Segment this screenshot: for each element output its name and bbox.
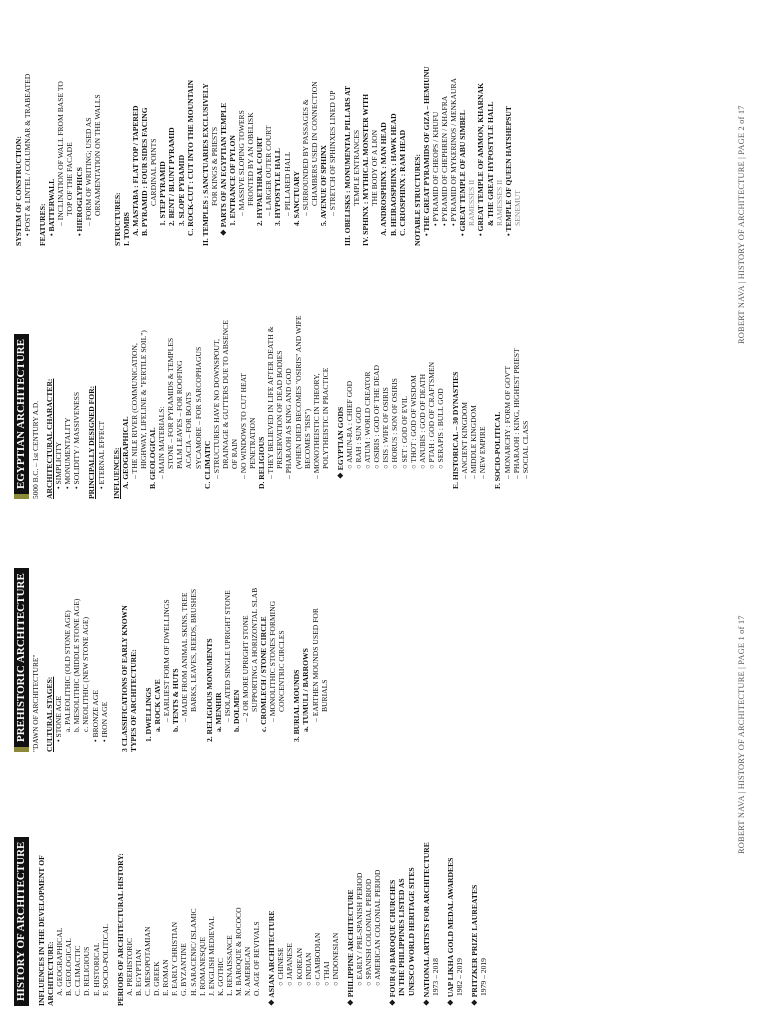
text-line: SYSTEM OF CONSTRUCTION: <box>14 136 23 246</box>
text-line: – MIDDLE KINGDOM <box>469 405 479 479</box>
text-line: b. DOLMEN <box>231 689 241 732</box>
text-line: • BATTERWALL <box>47 178 57 236</box>
text-line: – SOCIAL CLASS <box>520 420 530 479</box>
text-line: ❖ UAP LIKHA GOLD MEDAL AWARDEES <box>445 857 455 1006</box>
text-line: – STRETCH OF SPHINXES LINED UP <box>328 90 337 216</box>
text-line: G. BYZANTINE <box>179 943 189 996</box>
text-line: O. AGE OF REVIVALS <box>252 921 262 996</box>
text-line: C. CLIMACTIC <box>73 945 83 996</box>
spacer <box>102 66 113 246</box>
text-line: ○ THAI <box>321 961 331 986</box>
text-line: "DAWN OF ARCHITECTURE" <box>31 654 40 752</box>
text-line: 5000 B.C. – 1st CENTURY A.D. <box>31 400 40 499</box>
text-line: ○ ANUBIS : GOD OF DEATH <box>417 373 427 469</box>
text-line: • POST & LINTEL / COLUMNAR & TRABEATED <box>23 73 33 236</box>
text-line: M. BAROQUE & ROCOCO <box>233 907 243 996</box>
text-line: 4. SANCTUARY <box>291 170 301 226</box>
text-line: RAMESSES II <box>494 179 504 226</box>
text-line: 2. RELIGIOUS MONUMENTS <box>204 638 214 742</box>
text-line: ○ SERAPIS : BULL GOD <box>435 388 445 469</box>
column-egyptian-system-of-construction <box>14 66 522 246</box>
text-line: ARCHITECTURAL CHARACTER: <box>45 378 55 499</box>
text-line: III. OBELISKS : MONUMENTAL PILLARS AT <box>343 85 353 246</box>
text-line: ❖ EGYPTIAN GODS <box>335 406 345 479</box>
text-line: – ANCIENT KINGDOM <box>460 401 470 479</box>
text-line: 1. DWELLINGS <box>143 687 153 742</box>
text-line: FOR KINGS & PRIESTS <box>209 126 219 206</box>
text-line: 1973 – 2018 <box>430 958 440 996</box>
text-line: STRUCTURES: <box>112 192 122 246</box>
text-line: – NO WINDOWS TO CUT HEAT <box>238 373 248 479</box>
text-line: SENEMUT <box>512 190 522 226</box>
text-line: B. HEIRAOSPHINX : HAWK HEAD <box>388 113 398 236</box>
text-line: F. SOCIO-POLITICAL <box>100 924 110 996</box>
text-line: A. GEOGRAPHICAL <box>55 927 65 996</box>
footer-page-2: ROBERT NAVA | HISTORY OF ARCHITECTURE | PAGE 2 of 17 <box>737 105 746 344</box>
text-line: PALM LEAVES – FOR ROOFING <box>175 360 185 469</box>
text-line: – PHARAOH : KING, HIGHEST PRIEST <box>511 348 521 479</box>
text-line: B. EGYPTIAN <box>133 949 143 996</box>
text-line: – LARGER OUTER COURT <box>264 125 274 216</box>
text-line: – PHARAOH AS KING AND GOD <box>284 368 294 479</box>
text-line: INFLUENCES IN THE DEVELOPMENT OF <box>37 855 46 1006</box>
text-line: DRAINAGE & GUTTERS DUE TO ABSENCE <box>220 320 230 469</box>
text-line: • STONE AGE <box>54 696 64 742</box>
text-line: – FORM OF WRITING; USED AS <box>83 117 93 226</box>
text-line: ○ AMERICAN COLONIAL PERIOD <box>373 869 383 986</box>
text-line: ○ SPANISH COLONIAL PERIOD <box>364 878 374 986</box>
text-line: – PILLARED HALL <box>282 151 292 216</box>
text-line: B. GEOLOGICAL <box>64 938 74 996</box>
text-line: ○ ATUM : WORLD CREATOR <box>363 371 373 469</box>
text-line: ❖ PHILIPPINE ARCHITECTURE <box>346 889 355 1006</box>
text-line: ○ CHINESE <box>276 947 286 986</box>
text-line: TEMPLE ENTRANCES <box>352 129 362 206</box>
text-line: K. GOTHIC <box>215 958 225 996</box>
text-line: • IRON AGE <box>99 701 109 742</box>
text-line: BECOMES "ISIS") <box>302 409 312 469</box>
text-line: – STRUCTURES HAVE NO DOWNSPOUT, <box>211 338 221 479</box>
text-line: a. TUMULI / BARROWS <box>301 648 311 732</box>
text-line: ACACIA – FOR BOATS <box>184 391 194 469</box>
text-line: (WHEN DIED BECOMES "OSIRIS" AND WIFE <box>293 315 303 469</box>
text-line: • BRONZE AGE <box>90 689 100 742</box>
text-line: ○ JAPANESE <box>285 943 295 986</box>
column-prehistoric-architecture <box>14 568 329 752</box>
text-line: II. TEMPLES : SANCTUARIES EXCLUSIVELY <box>200 83 210 246</box>
section-title: PREHISTORIC ARCHITECTURE <box>14 568 29 752</box>
text-line: IN THE PHILIPPINES LISTED AS <box>397 878 407 996</box>
text-line: • THE GREAT PYRAMIDS OF GIZA – HEMIUNU <box>421 66 431 236</box>
text-line: – MAIN MATERIALS: <box>157 406 167 479</box>
text-line: C. MESOPOTAMIAN <box>143 926 153 996</box>
text-line: ○ CAMBODIAN <box>312 932 322 986</box>
text-line: ○ KOREAN <box>294 947 304 986</box>
text-line: B. PYRAMID : FOUR SIDES FACING <box>140 107 150 236</box>
text-line: FEATURES: <box>38 203 48 246</box>
text-line: – 2 OR MORE UPRIGHT STONE <box>240 615 250 722</box>
text-line: ❖ ASIAN ARCHITECTURE <box>267 910 277 1006</box>
text-line: – MASSIVE SLOPING TOWERS <box>237 110 247 216</box>
text-line: TOP OF THE FACADE <box>65 142 75 216</box>
text-line: ○ INDONESIAN <box>330 932 340 986</box>
text-line: 1979 – 2019 <box>479 958 489 996</box>
text-line: ○ EARLY / PRE-SPANISH PERIOD <box>355 872 365 986</box>
text-line: ○ HORUS : SON OF OSIRIS <box>390 378 400 469</box>
text-line: C. CLIMATIC <box>202 440 212 489</box>
text-line: D. RELIGIOUS <box>82 946 92 996</box>
text-line: CARDINAL POINTS <box>149 138 159 206</box>
text-line: 3. BURIAL MOUNDS <box>292 669 302 742</box>
text-line: A. PREHISTORIC <box>124 937 134 996</box>
text-line: a. PALEOLITHIC (OLD STONE AGE) <box>63 610 73 732</box>
text-line: c. NEOLITHIC (NEW STONE AGE) <box>81 616 91 732</box>
text-line: L. RENAISSANCE <box>224 935 234 996</box>
text-line: • GREAT TEMPLE OF AMMON, KHARNAK <box>476 83 486 236</box>
text-line: 3 CLASSIFICATIONS OF EARLY KNOWN <box>119 605 129 752</box>
text-line: PRESERVATION OF DEAD BODIES <box>275 350 285 469</box>
text-line: B. GEOLOGICAL <box>148 427 158 489</box>
text-line: ○ ISIS : WIFE OF OSIRIS <box>381 387 391 469</box>
column-egyptian-architecture <box>14 315 530 499</box>
text-line: • PYRAMID OF CHEOPS / KHUFU <box>430 111 440 226</box>
text-line: ○ SET : GOD OF EVIL <box>399 395 409 469</box>
text-line: 3. HYPOSTYLE HALL <box>273 148 283 226</box>
text-line: – NEW EMPIRE <box>478 426 488 479</box>
text-line: C. CRIOSPHINX : RAM HEAD <box>397 129 407 236</box>
text-line: SYCAMORE – FOR SARCOPHAGUS <box>193 346 203 469</box>
text-line: A. ANDROSPHINX : MAN HEAD <box>379 122 389 236</box>
text-line: ○ RAH : SUN GOD <box>354 407 364 469</box>
text-line: INFLUENCES: <box>111 447 121 499</box>
text-line: b. MESOLITHIC (MIDDLE STONE AGE) <box>72 598 82 732</box>
text-line: • PYRAMID OF CHEPHREN / KHAFRA <box>440 95 450 226</box>
text-line: NOTABLE STRUCTURES: <box>412 153 422 246</box>
text-line: CONCENTRIC CIRCLES <box>277 630 287 712</box>
text-line: ○ INDIAN <box>303 952 313 986</box>
text-line: 3. SLOPE PYRAMID <box>176 154 186 226</box>
text-line: ❖ NATIONAL ARTISTS FOR ARCHITECTURE <box>421 842 431 1006</box>
text-line: UNESCO WORLD HERITAGE SITES <box>406 867 416 996</box>
text-line: ❖ PRITZKER PRIZE LAUREATES <box>470 884 480 1006</box>
text-line: RAMESSES II <box>467 179 477 226</box>
text-line: IV. SPHINX : MYTHICAL MONSTER WITH <box>361 93 371 246</box>
text-line: ORNAMENTATION ON THE WALLS <box>92 94 102 216</box>
text-line: – THE NILE RIVER (COMMUNICATION, <box>129 343 139 479</box>
text-line: • MONUMENTALITY <box>63 417 73 489</box>
text-line: – INCLINATION OF WALL FROM BASE TO <box>56 81 66 226</box>
text-line: • TEMPLE OF QUEEN HATSHEPSUT <box>503 106 513 236</box>
text-line: BARKS, LEAVES, REEDS, BRUSHES <box>189 588 199 712</box>
text-line: ○ PTAH : GOD OF CRAFTSMEN <box>426 361 436 469</box>
text-line: ARCHITECTURE: <box>46 941 56 1006</box>
text-line: N. AMERICAN <box>243 946 253 996</box>
text-line: OF RAIN <box>229 438 239 469</box>
text-line: a. ROCK CAVE <box>153 679 163 732</box>
text-line: ○ AMUN-RA : CHIEF GOD <box>345 380 354 469</box>
text-line: TYPES OF ARCHITECTURE: <box>128 649 138 752</box>
text-line: – MADE FROM ANIMAL SKINS, TREE <box>180 592 190 722</box>
text-line: 1. ENTRANCE OF PYLON <box>227 135 237 226</box>
text-line: & THE GREAT HYPOSTYLE HALL <box>485 101 495 226</box>
text-line: ○ OSIRIS : GOD OF THE DEAD <box>372 364 382 469</box>
text-line: E. ROMAN <box>161 959 171 996</box>
text-line: PRINCIPALLY DESIGNED FOR: <box>87 385 97 499</box>
text-line: • SOLIDITY / MASSIVENESS <box>72 391 82 489</box>
text-line: E. HISTORICAL <box>91 942 101 996</box>
text-line: H. SARACENIC/ ISLAMIC <box>188 908 198 996</box>
text-line: E. HISTORICAL – 30 DYNASTIES <box>451 371 461 489</box>
text-line: – SURROUNDED BY PASSAGES & <box>300 99 310 216</box>
text-line: F. SOCIO-POLITICAL <box>493 411 503 489</box>
footer-page-1: ROBERT NAVA | HISTORY OF ARCHITECTURE | PAGE 1 of 17 <box>737 615 746 854</box>
text-line: HIGHWAY, LIFELINE & "FERTILE SOIL") <box>138 330 148 469</box>
text-line: FRONTED BY AN OBELISK <box>246 112 256 206</box>
spacer <box>109 568 120 752</box>
text-line: ❖ PARTS OF AN EGYPTIAN TEMPLE <box>218 102 228 236</box>
text-line: • ETERNAL EFFECT <box>96 420 106 489</box>
text-line: ○ THOT : GOD OF WISDOM <box>408 375 418 469</box>
text-line: D. RELIGIOUS <box>257 436 267 489</box>
text-line: STONE – FOR PYRAMIDS & TEMPLES <box>166 337 176 469</box>
text-line: SUPPORTING A HORIZONTAL SLAB <box>249 587 259 712</box>
text-line: F. EARLY CHRISTIAN <box>170 921 180 996</box>
text-line: • HIEROGLYPHICS <box>74 167 84 236</box>
section-title: EGYPTIAN ARCHITECTURE <box>14 334 29 499</box>
text-line: C. ROCK-CUT : CUT INTO THE MOUNTAIN <box>185 79 195 236</box>
text-line: A. GEOGRAPHICAL <box>120 416 130 489</box>
text-line: • SIMPLICITY <box>54 441 64 489</box>
text-line: PERIODS OF ARCHITECTURAL HISTORY: <box>115 853 125 1006</box>
text-line: BURIALS <box>319 679 329 712</box>
text-line: • GREAT TEMPLE OF ABU SIMBEL <box>458 110 468 236</box>
text-line: a. MENHIR <box>213 692 223 732</box>
text-line: A. MASTABA : FLAT TOP / TAPERED <box>131 105 141 236</box>
text-line: 1. STEP PYRAMID <box>158 161 168 226</box>
text-line: THE BODY OF A LION <box>370 129 380 206</box>
text-line: J. ENGLISH MEDIEVAL <box>206 916 216 996</box>
text-line: – MONOTHEISTIC IN THEORY, <box>311 373 321 479</box>
section-title: HISTORY OF ARCHITECTURE <box>14 837 29 1006</box>
text-line: CHAMBERS USED IN CONNECTION <box>309 81 319 206</box>
column-history-of-architecture <box>14 837 488 1006</box>
text-line: – EARLIEST FORM OF DWELLINGS <box>162 599 172 722</box>
text-line: D. GREEK <box>152 961 162 996</box>
text-line: 2. HYPAETHRAL COURT <box>255 136 265 226</box>
text-line: I. TOMBS <box>121 212 131 246</box>
text-line: c. CROMLECH / STONE CIRCLE <box>259 616 269 732</box>
text-line: – MONOLITHIC STONES FORMING <box>268 600 278 722</box>
text-line: CULTURAL STAGES: <box>45 676 55 752</box>
text-line: 1982 – 2019 <box>454 958 464 996</box>
text-line: POLYTHEISTIC IN PRACTICE <box>320 367 330 469</box>
text-line: ❖ FOUR (4) BAROQUE CHURCHES <box>388 879 398 1006</box>
text-line: – ISOLATED SINGLE UPRIGHT STONE <box>222 590 232 722</box>
text-line: – THEY BELIEVED IN LIFE AFTER DEATH & <box>266 326 276 479</box>
text-line: I. ROMANESQUE <box>197 936 207 996</box>
text-line: • PYRAMID OF MYKERINOS / MENKAURA <box>449 77 459 226</box>
text-line: b. TENTS & HUTS <box>171 668 181 732</box>
text-line: – MONARCHY : FORM OF GOV'T <box>502 365 512 479</box>
text-line: 2. BENT / BLUNT PYRAMID <box>167 127 177 226</box>
text-line: PENETRATION <box>248 417 258 469</box>
text-line: 5. AVENUE OF SPHINX <box>318 144 328 226</box>
text-line: – EARTHEN MOUNDS USED FOR <box>310 608 320 722</box>
